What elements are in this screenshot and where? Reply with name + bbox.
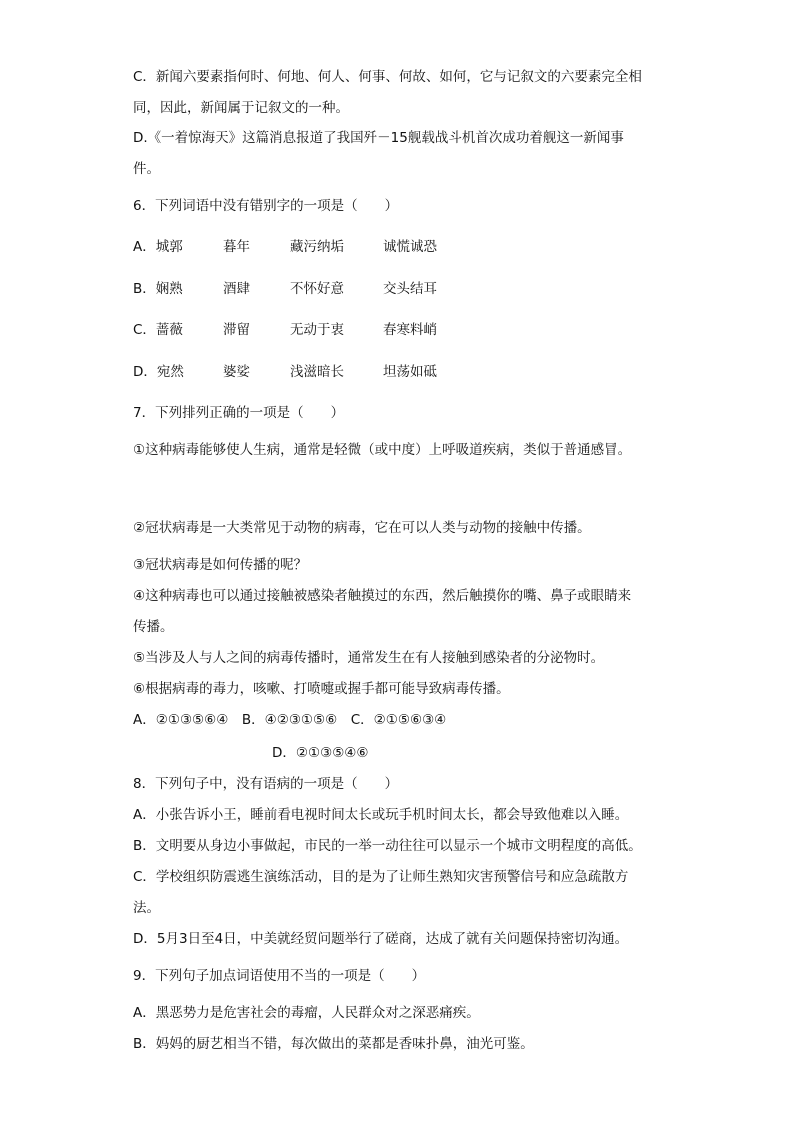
q8-option-d: D．5月3日至4日，中美就经贸问题举行了磋商，达成了就有关问题保持密切沟通。: [133, 931, 629, 947]
q6-option-a-word4: 诚慌诚恐: [383, 239, 437, 255]
q7-sentence-3: ③冠状病毒是如何传播的呢？: [133, 557, 308, 573]
q6-option-b-word1: B．娴熟: [133, 281, 183, 297]
q6-option-d-word3: 浅滋暗长: [290, 364, 344, 380]
q6-option-d-word2: 婆娑: [223, 364, 250, 380]
q6-option-b: [133, 279, 673, 299]
q6-option-c-word2: 滞留: [223, 322, 250, 338]
q5-option-d-line1: D.《一着惊海天》这篇消息报道了我国歼－15舰载战斗机首次成功着舰这一新闻事: [133, 130, 624, 146]
q6-option-d-word1: D．宛然: [133, 364, 184, 380]
q5-option-d-line2: 件。: [133, 161, 160, 177]
q6-option-c: [133, 320, 673, 340]
q7-options-line2: D．②①③⑤④⑥: [272, 745, 369, 761]
q7-sentence-5: ⑤当涉及人与人之间的病毒传播时，通常发生在有人接触到感染者的分泌物时。: [133, 650, 605, 666]
q6-option-a-word1: A．城郭: [133, 239, 183, 255]
q7-sentence-1: ①这种病毒能够使人生病，通常是轻微（或中度）上呼吸道疾病，类似于普通感冒。: [133, 442, 632, 458]
q5-option-c-line2: 同，因此，新闻属于记叙文的一种。: [133, 100, 349, 116]
q7-sentence-4-line2: 传播。: [133, 619, 174, 635]
q8-option-a: A．小张告诉小王，睡前看电视时间太长或玩手机时间太长，都会导致他难以入睡。: [133, 807, 629, 823]
q9-option-b: B．妈妈的厨艺相当不错，每次做出的菜都是香味扑鼻，油光可鉴。: [133, 1036, 534, 1052]
q9-stem: 9．下列句子加点词语使用不当的一项是（ ）: [133, 968, 426, 984]
q8-option-c-line1: C．学校组织防震逃生演练活动，目的是为了让师生熟知灾害预警信号和应急疏散方: [133, 869, 629, 885]
q6-option-b-word2: 酒肆: [223, 281, 250, 297]
q7-sentence-2: ②冠状病毒是一大类常见于动物的病毒，它在可以人类与动物的接触中传播。: [133, 520, 591, 536]
q7-stem: 7．下列排列正确的一项是（ ）: [133, 405, 345, 421]
q6-option-c-word4: 春寒料峭: [383, 322, 437, 338]
q6-option-c-word1: C．蔷薇: [133, 322, 183, 338]
q8-stem: 8．下列句子中，没有语病的一项是（ ）: [133, 776, 399, 792]
q7-options-line1: A．②①③⑤⑥④ B．④②③①⑤⑥ C．②①⑤⑥③④: [133, 712, 447, 728]
q6-option-c-word3: 无动于衷: [290, 322, 344, 338]
q7-sentence-4-line1: ④这种病毒也可以通过接触被感染者触摸过的东西，然后触摸你的嘴、鼻子或眼睛来: [133, 588, 632, 604]
q9-option-a: A．黑恶势力是危害社会的毒瘤，人民群众对之深恶痛疾。: [133, 1005, 480, 1021]
q6-option-b-word4: 交头结耳: [383, 281, 437, 297]
q6-option-a-word2: 暮年: [223, 239, 250, 255]
q8-option-c-line2: 法。: [133, 900, 160, 916]
q7-sentence-6: ⑥根据病毒的毒力，咳嗽、打喷嚏或握手都可能导致病毒传播。: [133, 681, 510, 697]
q6-stem: 6．下列词语中没有错别字的一项是（ ）: [133, 198, 399, 214]
q5-option-c-line1: C．新闻六要素指何时、何地、何人、何事、何故、如何，它与记叙文的六要素完全相: [133, 69, 642, 85]
q6-option-d: [133, 362, 673, 382]
q6-option-d-word4: 坦荡如砥: [383, 364, 437, 380]
q8-option-b: B．文明要从身边小事做起，市民的一举一动往往可以显示一个城市文明程度的高低。: [133, 838, 642, 854]
q6-option-a-word3: 藏污纳垢: [290, 239, 344, 255]
q6-option-b-word3: 不怀好意: [290, 281, 344, 297]
q6-option-a: [133, 237, 673, 257]
